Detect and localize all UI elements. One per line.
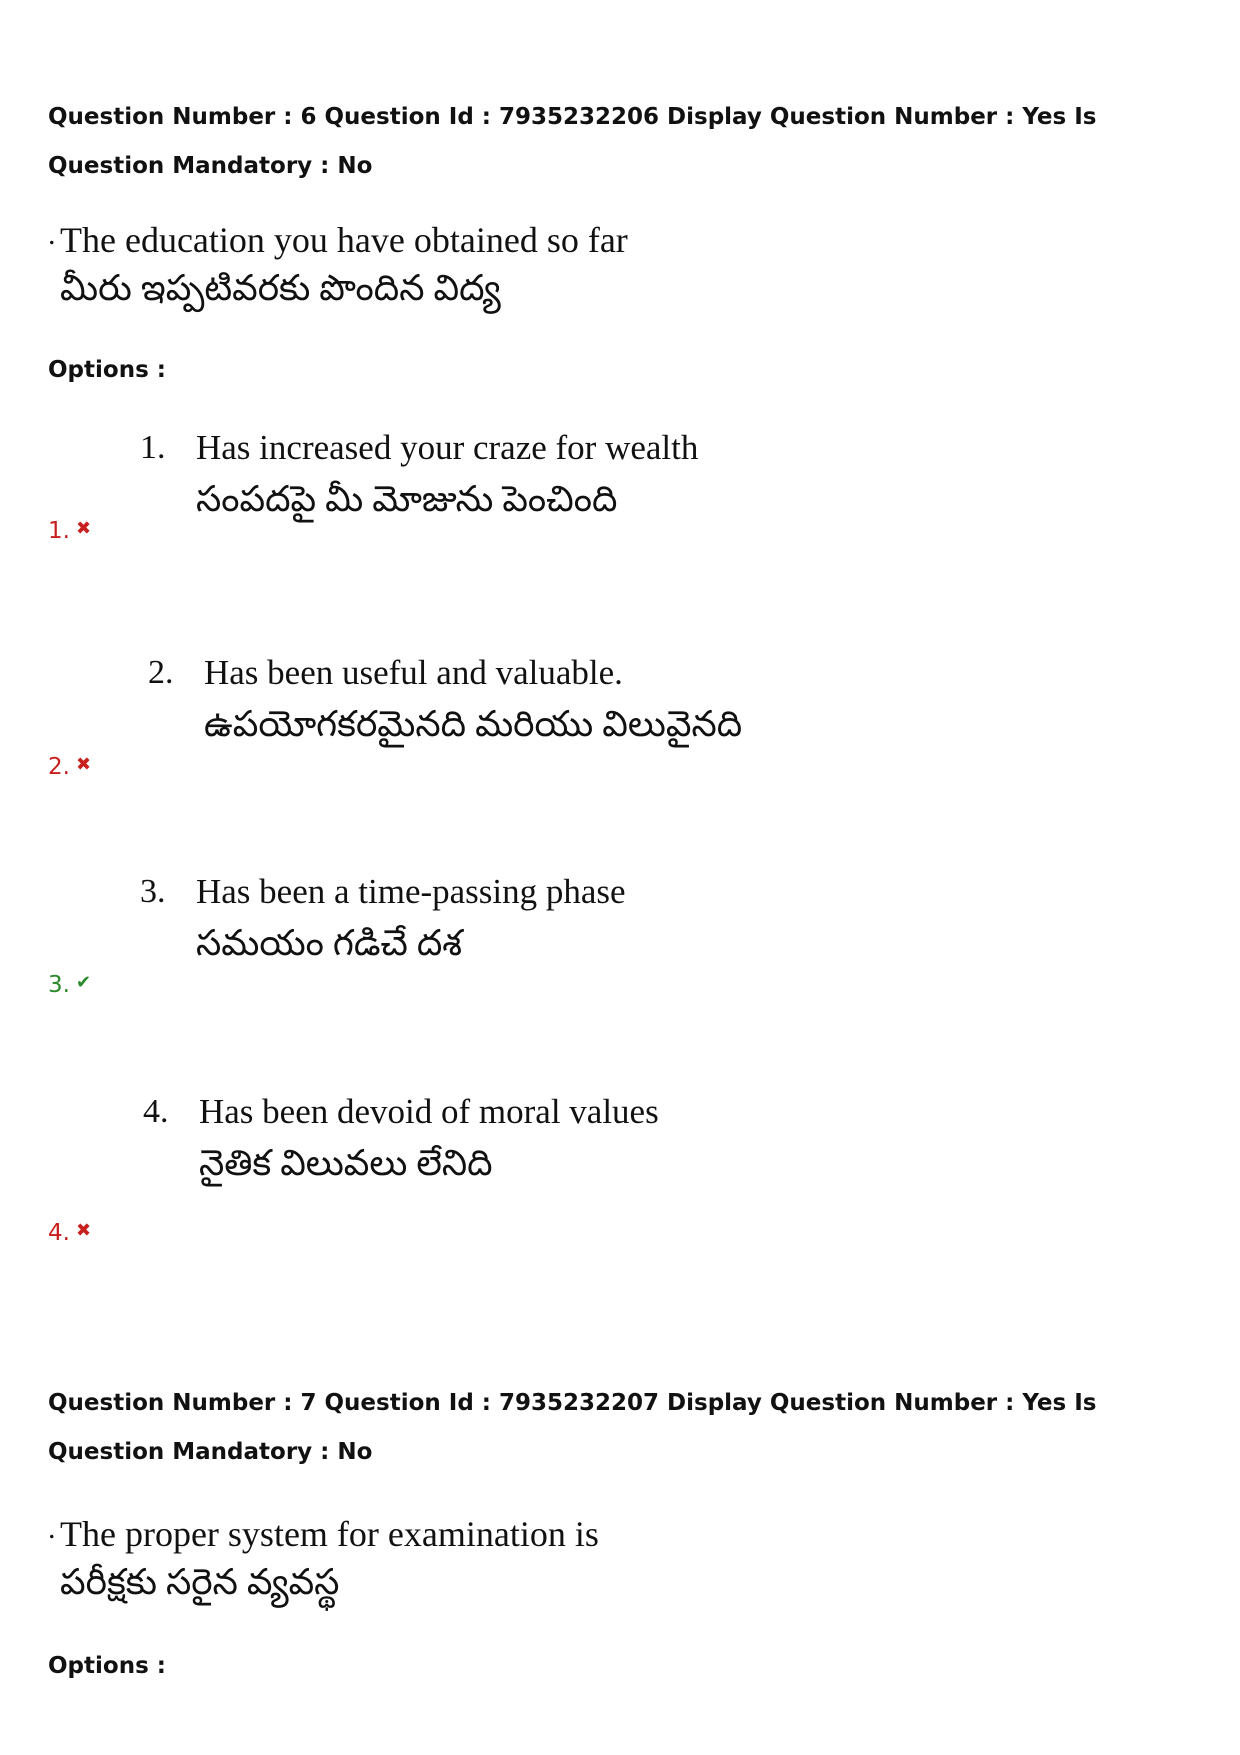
cross-icon: ✖	[75, 1220, 92, 1241]
question-7-options-label: Options :	[48, 1653, 166, 1679]
option-1-text-english: Has increased your craze for wealth	[196, 428, 699, 467]
option-3-marker	[48, 972, 91, 998]
option-1-content	[140, 426, 698, 528]
question-7-text: . The proper system for examination is పరీక్షకు సరైన వ్యవస్థ	[60, 1512, 599, 1608]
question-6-options-label: Options :	[48, 357, 166, 383]
option-4-marker-label: 4.	[48, 1220, 70, 1246]
option-2-marker	[48, 754, 91, 780]
option-3-marker-label: 3.	[48, 972, 70, 998]
option-2-content	[148, 651, 742, 753]
question-7-text-english: The proper system for examination is	[60, 1514, 599, 1554]
option-4-marker	[48, 1220, 91, 1246]
option-1-marker-label: 1.	[48, 518, 70, 544]
option-2-text-telugu: ఉపయోగకరమైనది మరియు విలువైనది	[204, 704, 743, 744]
question-7-text-telugu: పరీక్షకు సరైన వ్యవస్థ	[60, 1562, 340, 1602]
option-3-number: 3.	[140, 873, 166, 910]
option-4-number: 4.	[143, 1093, 169, 1130]
option-4-text-telugu: నైతిక విలువలు లేనిది	[199, 1143, 493, 1183]
question-7-header: Question Number : 7 Question Id : 7935232207 Display Question Number : Yes Is Question Mandatory : No	[48, 1390, 1097, 1465]
check-icon: ✔	[75, 972, 92, 993]
option-3-content	[140, 870, 626, 972]
cross-icon: ✖	[75, 518, 92, 539]
option-1-marker	[48, 518, 91, 544]
question-6-text-telugu: మీరు ఇప్పటివరకు పొందిన విద్య	[60, 268, 501, 308]
option-3-text-telugu: సమయం గడిచే దశ	[196, 923, 463, 963]
option-2-marker-label: 2.	[48, 754, 70, 780]
cross-icon: ✖	[75, 754, 92, 775]
option-1-text-telugu: సంపదపై మీ మోజును పెంచింది	[196, 479, 618, 519]
question-6-header: Question Number : 6 Question Id : 7935232206 Display Question Number : Yes Is Question Mandatory : No	[48, 104, 1097, 179]
option-4-content	[143, 1090, 659, 1192]
option-2-text-english: Has been useful and valuable.	[204, 653, 623, 692]
option-2-number: 2.	[148, 654, 174, 691]
option-4-text-english: Has been devoid of moral values	[199, 1092, 659, 1131]
option-1-number: 1.	[140, 429, 166, 466]
question-6-text: . The education you have obtained so far మీరు ఇప్పటివరకు పొందిన విద్య	[60, 218, 628, 314]
question-6-text-english: The education you have obtained so far	[60, 220, 628, 260]
option-3-text-english: Has been a time-passing phase	[196, 872, 626, 911]
